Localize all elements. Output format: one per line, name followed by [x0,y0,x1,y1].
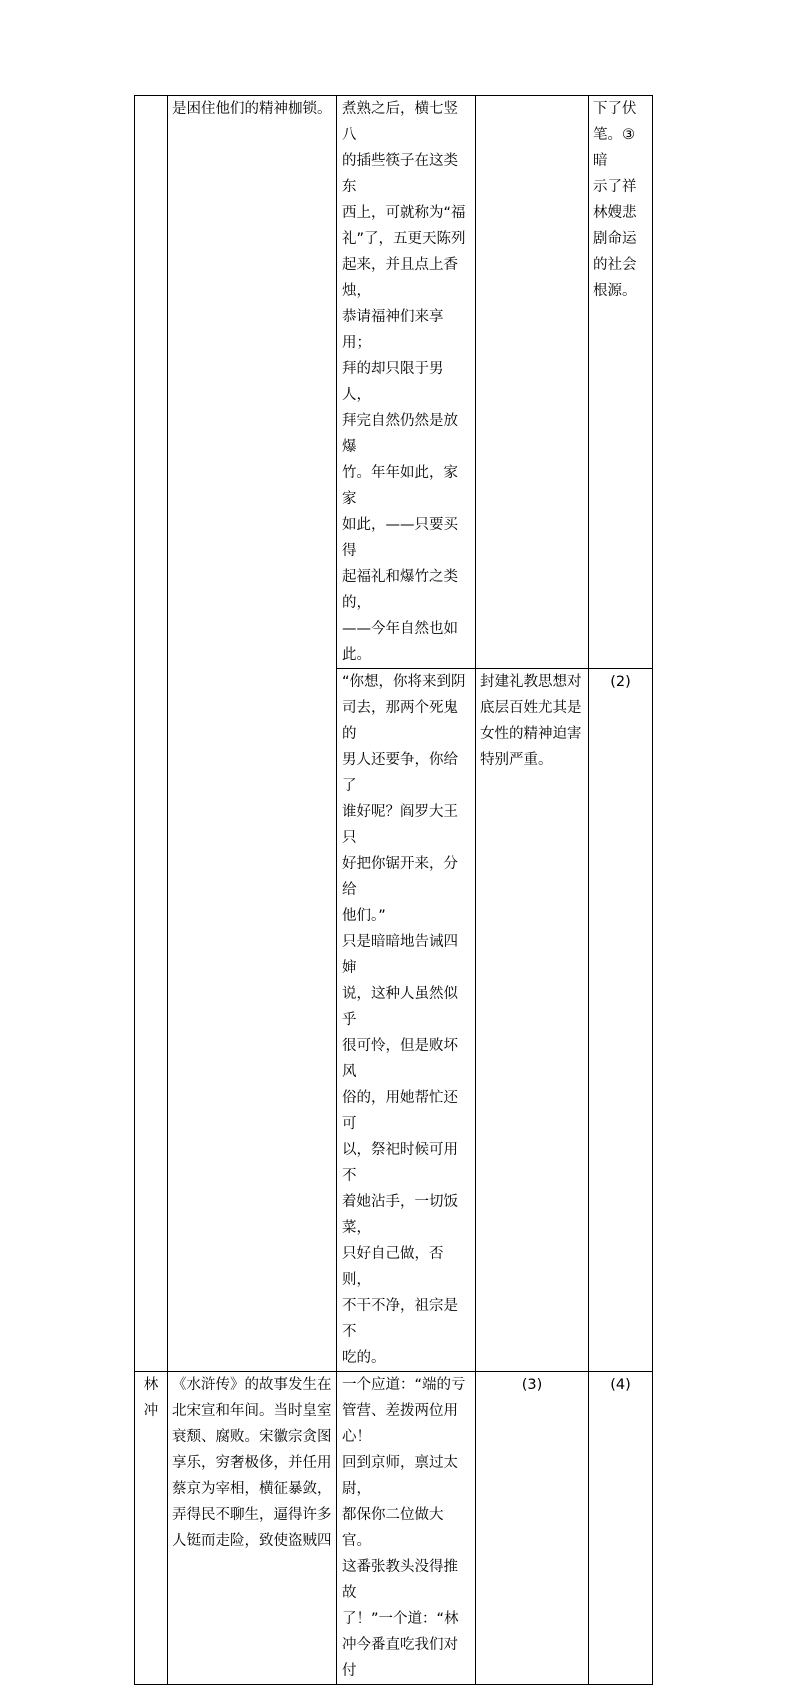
cell-background [168,1372,337,1685]
cell-background [168,96,337,1372]
cell-character [135,1372,168,1685]
cell-analysis [476,1372,589,1685]
content-table [134,95,653,1685]
cell-text: 一个应道：“端的亏 管营、差拨两位用心！ 回到京师，禀过太尉， 都保你二位做大官。 这番张教头没得推故 了！”一个道：“林 冲今番直吃我们对付 [342,1377,466,1679]
blank-marker: (3) [521,1377,543,1393]
blank-marker: (2) [610,674,631,690]
cell-text: 封建礼教思想对 底层百姓尤其是 女性的精神迫害 特别严重。 [480,674,582,768]
cell-analysis [476,669,589,1372]
cell-character [135,96,168,1372]
character-name: 林 冲 [143,1377,159,1419]
cell-effect [589,96,653,669]
cell-excerpt [337,96,476,669]
cell-effect [589,1372,653,1685]
table-row [135,96,653,669]
cell-text: 下了伏 笔。③暗 示了祥 林嫂悲 剧命运 的社会 根源。 [593,101,637,299]
cell-analysis [476,96,589,669]
cell-effect [589,669,653,1372]
cell-text: 是困住他们的精神枷锁。 [172,101,332,117]
cell-text: “你想，你将来到阴 司去，那两个死鬼的 男人还要争，你给了 谁好呢？阎罗大王只 好把你锯开来，分给 他们。” 只是暗暗地告诫四婶 说，这种人虽然似乎 很可怜，但是败坏风 俗的，用她帮忙还可 以，祭祀时候可用不 着她沾手，一切饭菜， 只好自己做，否则， 不干不净，祖宗是不 吃的。 [342,674,466,1366]
cell-excerpt [337,1372,476,1685]
table-row [135,1372,653,1685]
blank-marker: (4) [610,1377,631,1393]
cell-text: 《水浒传》的故事发生在 北宋宣和年间。当时皇室 衰颓、腐败。宋徽宗贪图 享乐，穷奢极侈，并任用 蔡京为宰相，横征暴敛， 弄得民不聊生，逼得许多 人铤而走险，致使盗贼四 [172,1377,332,1549]
cell-text: 煮熟之后，横七竖八 的插些筷子在这类东 西上，可就称为“福 礼”了，五更天陈列 起来，并且点上香烛， 恭请福神们来享用； 拜的却只限于男人， 拜完自然仍然是放爆 竹。年年如此，家家 如此，——只要买得 起福礼和爆竹之类的， ——今年自然也如此。 [342,101,466,663]
cell-excerpt [337,669,476,1372]
